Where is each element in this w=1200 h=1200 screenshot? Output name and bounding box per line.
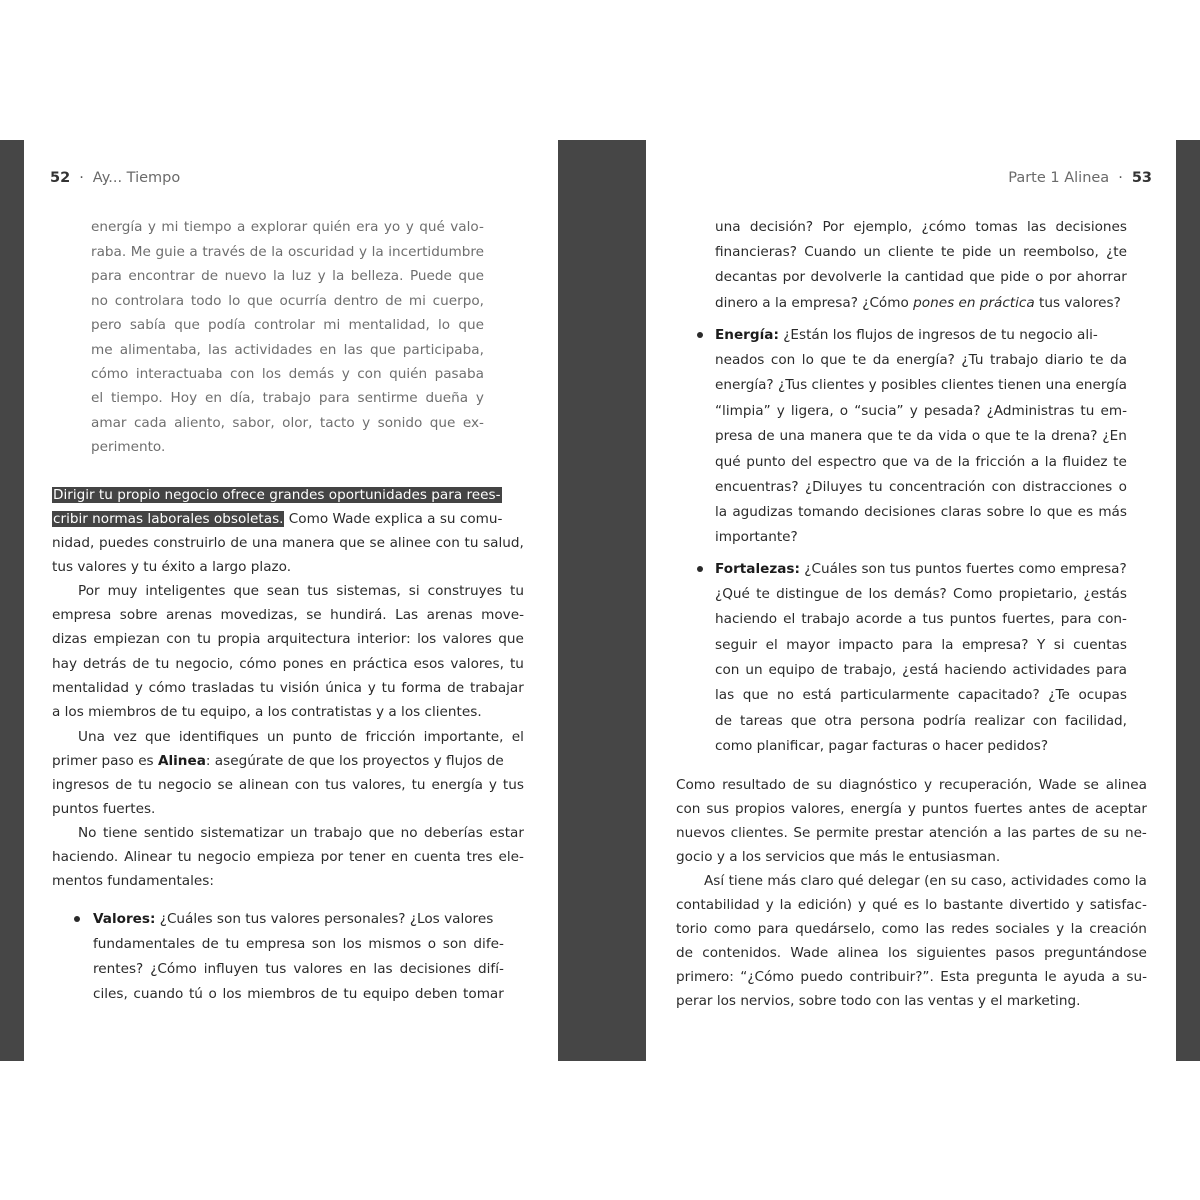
bullet-line: las que no está particularmente capacitado? ¿Te ocupas (715, 687, 1127, 703)
right-running-title: Parte 1 Alinea (1008, 170, 1110, 186)
bullet-line: una decisión? Por ejemplo, ¿cómo tomas las decisiones (715, 219, 1127, 235)
body-line: Así tiene más claro qué delegar (en su caso, actividades como la (704, 873, 1147, 889)
quote-line: perimento. (91, 439, 166, 455)
highlighted-line (52, 484, 524, 506)
body-line: Una vez que identifiques un punto de fricción importante, el (78, 729, 524, 745)
body-line: Por muy inteligentes que sean tus sistemas, si construyes tu (78, 583, 524, 599)
right-edge-band (1176, 140, 1200, 1061)
body-line: mentalidad y cómo trasladas tu visión única y tu forma de trabajar (52, 680, 524, 696)
energia-term: Energía: (715, 327, 779, 343)
bullet-line: haciendo el trabajo acorde a tus puntos fuertes, para con- (715, 611, 1127, 627)
bullet-line: como planificar, pagar facturas o hacer pedidos? (715, 738, 1049, 754)
bullet-line: Fortalezas: ¿Cuáles son tus puntos fuertes como empresa? (715, 561, 1127, 577)
quote-line: raba. Me guie a través de la oscuridad y la incertidumbre (91, 244, 484, 260)
quote-line: el tiempo. Hoy en día, trabajo para sentirme dueña y (91, 390, 484, 406)
bullet-line: “limpia” y ligera, o “sucia” y pesada? ¿Administras tu em- (715, 403, 1127, 419)
fortalezas-term: Fortalezas: (715, 561, 800, 577)
body-line: tus valores y tu éxito a largo plazo. (52, 559, 292, 575)
bullet-line: Energía: ¿Están los flujos de ingresos de tu negocio ali- (715, 327, 1098, 343)
bullet-line: dinero a la empresa? ¿Cómo pones en práctica tus valores? (715, 295, 1121, 311)
body-line: de contenidos. Wade alinea los siguientes pasos preguntándose (676, 945, 1147, 961)
body-line: con sus propios valores, energía y puntos fuertes antes de aceptar (676, 801, 1147, 817)
bullet-line: con un equipo de trabajo, ¿está haciendo actividades para (715, 662, 1127, 678)
body-line: a los miembros de tu equipo, a los contratistas y a los clientes. (52, 704, 482, 720)
body-line: Como resultado de su diagnóstico y recuperación, Wade se alinea (676, 777, 1147, 793)
quote-line: para encontrar de nuevo la luz y la belleza. Puede que (91, 268, 484, 284)
right-page-header (1008, 168, 1152, 188)
body-line: puntos fuertes. (52, 801, 156, 817)
body-line: nuevos clientes. Se permite prestar atención a las partes de su ne- (676, 825, 1147, 841)
bullet-line: importante? (715, 529, 798, 545)
highlighted-sentence: Dirigir tu propio negocio ofrece grandes oportunidades para rees- (53, 487, 501, 503)
header-separator: · (1118, 170, 1123, 186)
quote-line: energía y mi tiempo a explorar quién era yo y qué valo- (91, 219, 484, 235)
alinea-term: Alinea (157, 753, 206, 769)
body-line: contabilidad y la edición) y qué es lo bastante divertido y satisfac- (676, 897, 1147, 913)
bullet-line: encuentras? ¿Diluyes tu concentración con distracciones o (715, 479, 1127, 495)
body-line: ingresos de tu negocio se alinean con tus valores, tu energía y tus (52, 777, 524, 793)
body-line: primero: “¿Cómo puedo contribuir?”. Esta pregunta le ayuda a su- (676, 969, 1147, 985)
body-line: dizas empiezan con tu propia arquitectura interior: los valores que (52, 631, 524, 647)
right-page-number: 53 (1131, 170, 1152, 186)
body-line: hay detrás de tu negocio, cómo pones en práctica esos valores, tu (52, 656, 524, 672)
bullet-line: ciles, cuando tú o los miembros de tu equipo deben tomar (93, 986, 504, 1002)
quote-line: pero sabía que podía controlar mi mentalidad, lo que (91, 317, 484, 333)
bullet-line: qué punto del espectro que va de la fricción a la fluidez te (715, 454, 1127, 470)
left-page-number: 52 (50, 170, 71, 186)
bullet-line: seguir el mayor impacto para la empresa? Y si cuentas (715, 637, 1127, 653)
highlighted-line: cribir normas laborales obsoletas. Como Wade explica a su comu- (53, 511, 503, 527)
bullet-line: rentes? ¿Cómo influyen tus valores en las decisiones difí- (93, 961, 504, 977)
body-line: empresa sobre arenas movedizas, se hundirá. Las arenas move- (52, 607, 524, 623)
bullet-dot (74, 916, 80, 922)
left-running-title: Ay... Tiempo (92, 170, 181, 186)
quote-line: amar cada aliento, sabor, olor, tacto y sonido que ex- (91, 415, 484, 431)
quote-line: no controlara todo lo que ocurría dentro de mi cuerpo, (91, 293, 484, 309)
body-line: primer paso es Alinea: asegúrate de que los proyectos y flujos de (52, 753, 504, 769)
bullet-line: la agudizas tomando decisiones claras sobre lo que es más (715, 504, 1127, 520)
body-line: nidad, puedes construirlo de una manera que se alinee con tu salud, (52, 535, 524, 551)
valores-term: Valores: (93, 911, 156, 927)
bullet-line: decantas por devolverle la cantidad que pide o por ahorrar (715, 269, 1127, 285)
body-line: No tiene sentido sistematizar un trabajo que no deberías estar (78, 825, 524, 841)
bullet-line: financieras? Cuando un cliente te pide un reembolso, ¿te (715, 244, 1127, 260)
body-line: haciendo. Alinear tu negocio empieza por tener en cuenta tres ele- (52, 849, 524, 865)
italic-phrase: pones en práctica (913, 295, 1035, 311)
bullet-dot (697, 332, 703, 338)
highlighted-sentence: cribir normas laborales obsoletas. (53, 511, 284, 527)
bullet-line: ¿Qué te distingue de los demás? Como propietario, ¿estás (715, 586, 1127, 602)
body-line: gocio y a los servicios que más le entusiasman. (676, 849, 1001, 865)
header-separator: · (79, 170, 84, 186)
left-edge-band (0, 140, 24, 1061)
body-line: mentos fundamentales: (52, 873, 214, 889)
quote-line: me alimentaba, las actividades en las que participaba, (91, 342, 484, 358)
bullet-line: presa de una manera que te da vida o que te la drena? ¿En (715, 428, 1127, 444)
quote-line: cómo interactuaba con los demás y con quién pasaba (91, 366, 484, 382)
gutter-band (558, 140, 646, 1061)
bullet-line: Valores: ¿Cuáles son tus valores personales? ¿Los valores (93, 911, 494, 927)
bullet-line: de tareas que otra persona podría realizar con facilidad, (715, 713, 1127, 729)
bullet-dot (697, 566, 703, 572)
body-line: torio como para quedárselo, como las redes sociales y la creación (676, 921, 1147, 937)
bullet-line: energía? ¿Tus clientes y posibles clientes tienen una energía (715, 377, 1127, 393)
body-line: perar los nervios, sobre todo con las ventas y el marketing. (676, 993, 1081, 1009)
bullet-line: fundamentales de tu empresa son los mismos o son dife- (93, 936, 504, 952)
left-page-header (50, 168, 180, 188)
bullet-line: neados con lo que te da energía? ¿Tu trabajo diario te da (715, 352, 1127, 368)
